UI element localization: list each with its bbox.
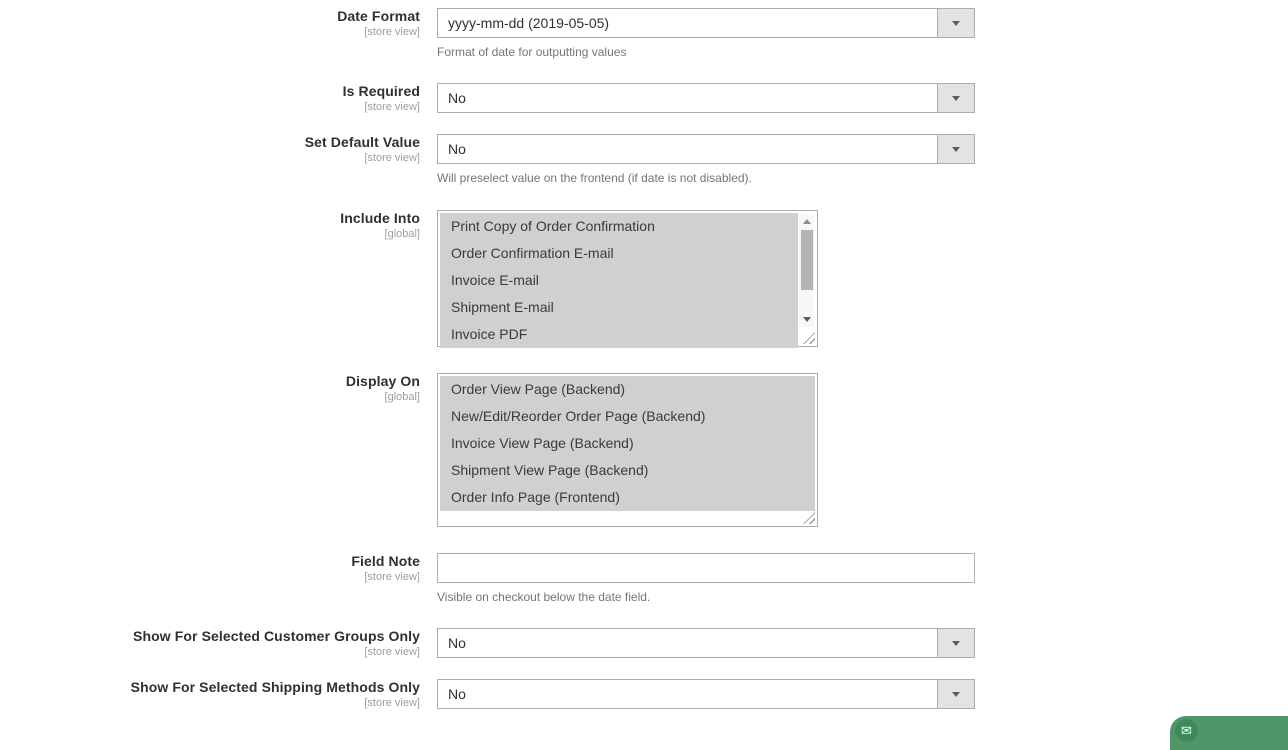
field-row-is-required (0, 83, 975, 114)
resize-grip-icon[interactable] (803, 332, 815, 344)
field-row-date-format (0, 8, 975, 59)
scroll-down-icon[interactable] (799, 312, 814, 327)
include-into-option[interactable]: Shipment E-mail (440, 294, 798, 321)
chevron-down-icon[interactable] (937, 629, 974, 657)
display-on-option[interactable]: New/Edit/Reorder Order Page (Backend) (440, 403, 815, 430)
date-format-select-value: yyyy-mm-dd (2019-05-05) (448, 15, 610, 31)
display-on-scope: [global] (384, 391, 420, 403)
include-into-scrollbar[interactable] (799, 214, 814, 327)
is-required-scope: [store view] (364, 101, 420, 113)
display-on-option[interactable]: Shipment View Page (Backend) (440, 457, 815, 484)
field-note-input[interactable] (437, 553, 975, 583)
customer-groups-only-label: Show For Selected Customer Groups Only (133, 628, 420, 644)
scrollbar-thumb[interactable] (801, 230, 813, 290)
display-on-option[interactable]: Order View Page (Backend) (440, 376, 815, 403)
envelope-icon: ✉ (1181, 723, 1192, 738)
field-row-set-default-value (0, 134, 975, 185)
field-note-label: Field Note (351, 553, 420, 569)
field-note-hint: Visible on checkout below the date field. (437, 590, 651, 604)
include-into-scope: [global] (384, 228, 420, 240)
set-default-value-select[interactable] (437, 134, 975, 164)
chevron-down-icon[interactable] (937, 9, 974, 37)
scroll-up-icon[interactable] (799, 214, 814, 229)
field-row-field-note (0, 553, 975, 604)
field-row-shipping-methods-only (0, 679, 975, 710)
date-format-label: Date Format (337, 8, 420, 24)
chat-widget-button[interactable] (1170, 716, 1288, 750)
set-default-value-hint: Will preselect value on the frontend (if date is not disabled). (437, 171, 752, 185)
include-into-option[interactable]: Invoice E-mail (440, 267, 798, 294)
field-row-customer-groups-only (0, 628, 975, 659)
resize-grip-icon[interactable] (803, 512, 815, 524)
chevron-down-icon[interactable] (937, 135, 974, 163)
is-required-select-value: No (448, 90, 466, 106)
shipping-methods-only-scope: [store view] (364, 697, 420, 709)
shipping-methods-only-select-value: No (448, 686, 466, 702)
include-into-multiselect[interactable] (437, 210, 818, 347)
include-into-option[interactable]: Invoice PDF (440, 321, 798, 348)
set-default-value-label: Set Default Value (304, 134, 420, 150)
display-on-option[interactable]: Order Info Page (Frontend) (440, 484, 815, 511)
field-row-include-into (0, 210, 818, 347)
chevron-down-icon[interactable] (937, 84, 974, 112)
is-required-label: Is Required (342, 83, 420, 99)
chevron-down-icon[interactable] (937, 680, 974, 708)
field-row-display-on (0, 373, 818, 527)
shipping-methods-only-select[interactable] (437, 679, 975, 709)
set-default-value-scope: [store view] (364, 152, 420, 164)
date-format-scope: [store view] (364, 26, 420, 38)
set-default-value-select-value: No (448, 141, 466, 157)
include-into-option[interactable]: Order Confirmation E-mail (440, 240, 798, 267)
field-note-scope: [store view] (364, 571, 420, 583)
is-required-select[interactable] (437, 83, 975, 113)
date-format-select[interactable] (437, 8, 975, 38)
customer-groups-only-select-value: No (448, 635, 466, 651)
display-on-label: Display On (345, 373, 420, 389)
include-into-label: Include Into (340, 210, 420, 226)
display-on-multiselect[interactable] (437, 373, 818, 527)
shipping-methods-only-label: Show For Selected Shipping Methods Only (130, 679, 420, 695)
customer-groups-only-scope: [store view] (364, 646, 420, 658)
date-format-hint: Format of date for outputting values (437, 45, 627, 59)
include-into-option[interactable]: Print Copy of Order Confirmation (440, 213, 798, 240)
display-on-option[interactable]: Invoice View Page (Backend) (440, 430, 815, 457)
customer-groups-only-select[interactable] (437, 628, 975, 658)
